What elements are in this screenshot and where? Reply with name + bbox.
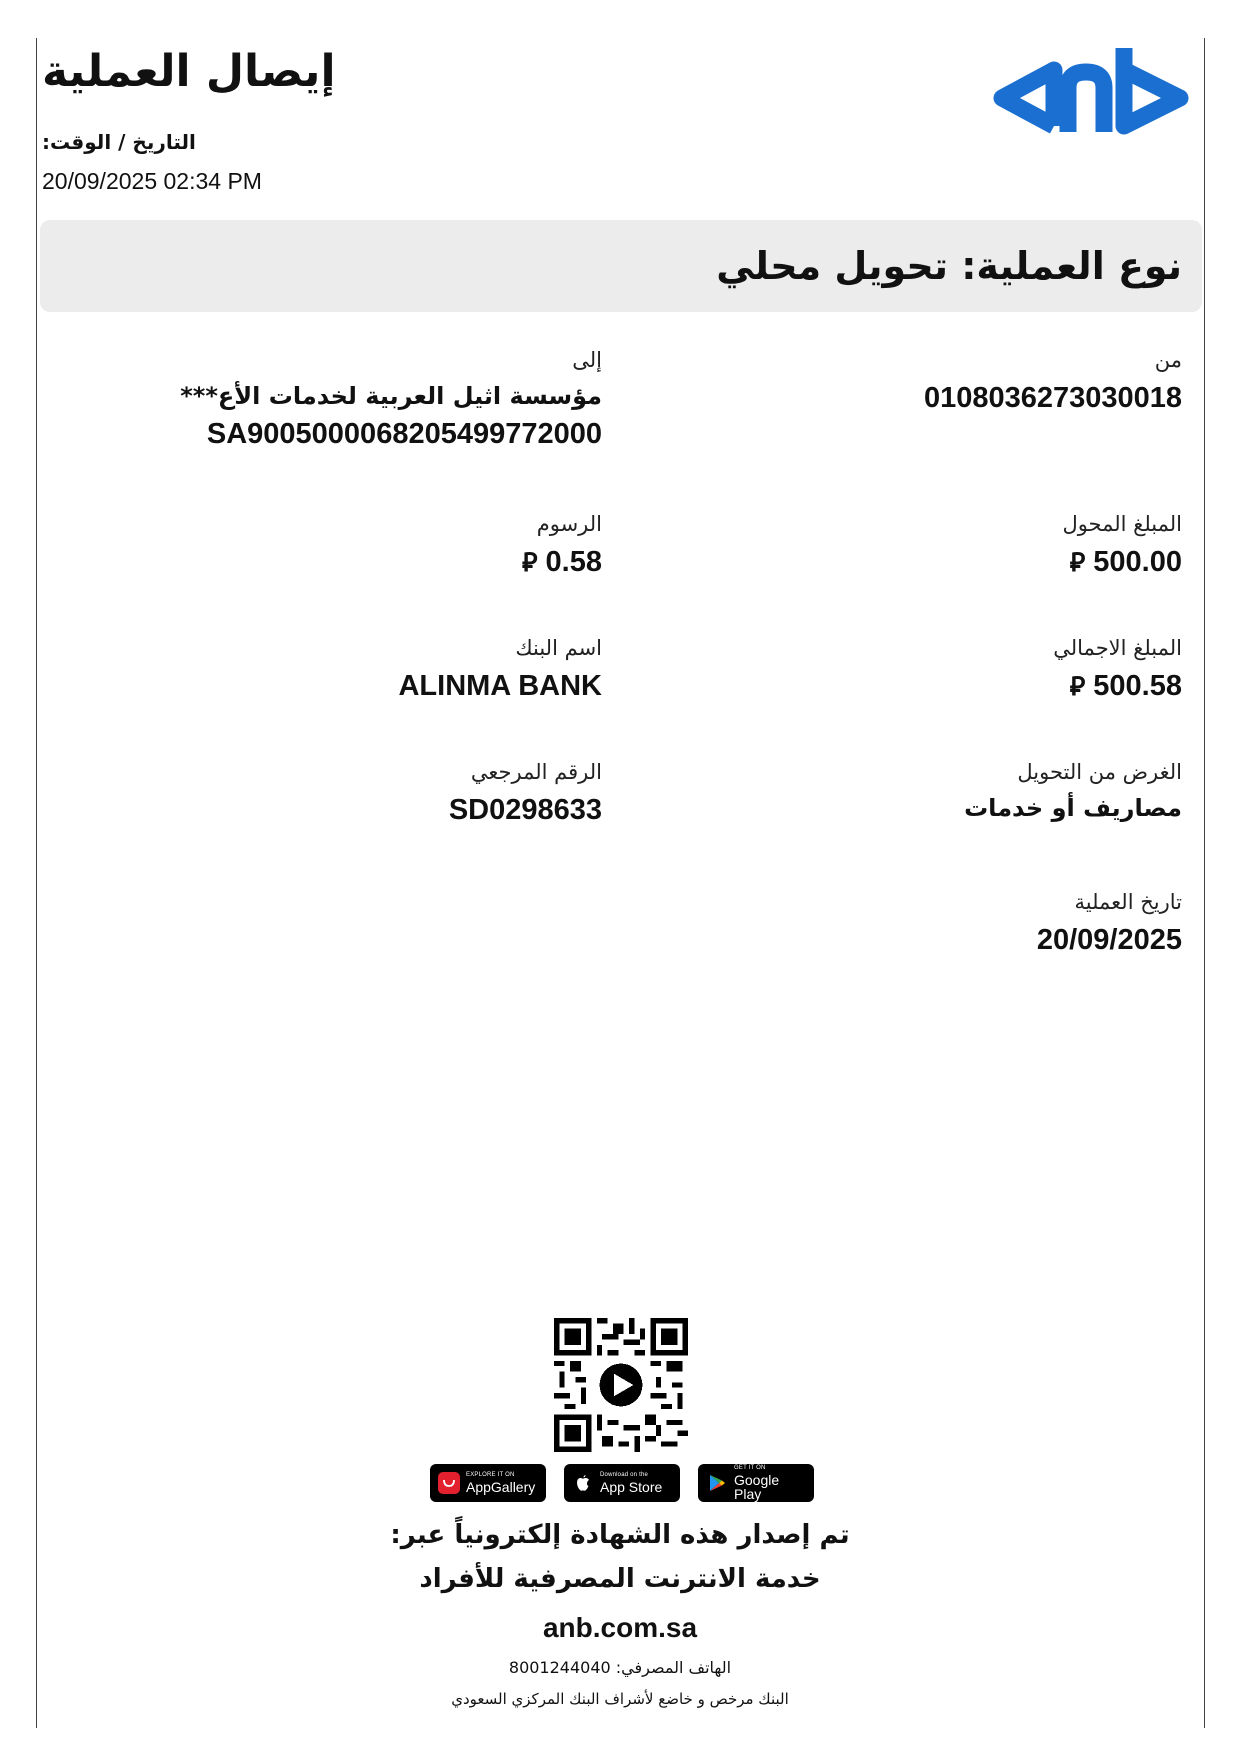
appstore-small: Download on the (600, 1472, 649, 1478)
issued-line-1: تم إصدار هذه الشهادة إلكترونياً عبر: (390, 1520, 850, 1550)
bank-value: ALINMA BANK (398, 670, 602, 702)
bank-phone: الهاتف المصرفي: 8001244040 (508, 1658, 732, 1677)
bank-label: اسم البنك (515, 636, 602, 660)
datetime-label: التاريخ / الوقت: (42, 130, 196, 154)
purpose-value: مصاريف أو خدمات (964, 794, 1182, 822)
fees-value-row (142, 546, 602, 579)
amount-value: 500.00 (1093, 546, 1182, 578)
app-badges (430, 1464, 814, 1504)
purpose-field (722, 760, 1182, 822)
total-value-row (722, 670, 1182, 703)
from-account: 0108036273030018 (923, 382, 1182, 414)
datetime-value: 20/09/2025 02:34 PM (42, 168, 262, 194)
from-label: من (1154, 348, 1182, 372)
to-field (142, 348, 602, 451)
website-link[interactable]: anb.com.sa (542, 1612, 698, 1643)
issued-line-2: خدمة الانترنت المصرفية للأفراد (419, 1564, 821, 1594)
appstore-big: App Store (600, 1479, 663, 1495)
date-label: تاريخ العملية (1074, 890, 1182, 914)
left-border (36, 38, 37, 1728)
date-value: 20/09/2025 (1036, 924, 1182, 956)
page-title: إيصال العملية (42, 46, 336, 97)
total-field (722, 636, 1182, 703)
riyal-symbol: ⃁ (1069, 548, 1086, 578)
apple-icon (572, 1472, 594, 1494)
transaction-type-bar (40, 220, 1202, 312)
reference-field (142, 760, 602, 827)
google-play-icon (706, 1472, 728, 1494)
fees-value: 0.58 (545, 546, 602, 578)
transaction-type: نوع العملية: تحويل محلي (716, 244, 1182, 288)
googleplay-small: GET IT ON (734, 1465, 766, 1471)
regulation-note: البنك مرخص و خاضع لأشراف البنك المركزي السعودي (451, 1690, 789, 1708)
riyal-symbol: ⃁ (522, 548, 538, 578)
riyal-symbol: ⃁ (1069, 672, 1086, 702)
total-label: المبلغ الاجمالي (1053, 636, 1182, 660)
to-label: إلى (572, 348, 602, 372)
bank-field (142, 636, 602, 703)
right-border (1204, 38, 1205, 1728)
fees-label: الرسوم (536, 512, 602, 536)
reference-value: SD0298633 (448, 794, 602, 826)
reference-label: الرقم المرجعي (470, 760, 602, 784)
amount-value-row (722, 546, 1182, 579)
googleplay-badge[interactable] (698, 1464, 814, 1502)
beneficiary-iban: SA9005000068205499772000 (206, 418, 602, 450)
amount-label: المبلغ المحول (1062, 512, 1182, 536)
date-field (722, 890, 1182, 957)
anb-logo (990, 40, 1202, 136)
appgallery-small: EXPLORE IT ON (466, 1472, 515, 1478)
googleplay-big: Google Play (734, 1472, 780, 1502)
appstore-badge[interactable] (564, 1464, 680, 1502)
purpose-label: الغرض من التحويل (1017, 760, 1182, 784)
fees-field (142, 512, 602, 579)
huawei-icon (438, 1472, 460, 1494)
beneficiary-name: مؤسسة اثيل العربية لخدمات الأع*** (180, 382, 602, 410)
appgallery-badge[interactable] (430, 1464, 546, 1502)
appgallery-big: AppGallery (466, 1479, 536, 1495)
from-field (722, 348, 1182, 415)
qr-code[interactable] (554, 1318, 688, 1452)
amount-field (722, 512, 1182, 579)
total-value: 500.58 (1093, 670, 1182, 702)
